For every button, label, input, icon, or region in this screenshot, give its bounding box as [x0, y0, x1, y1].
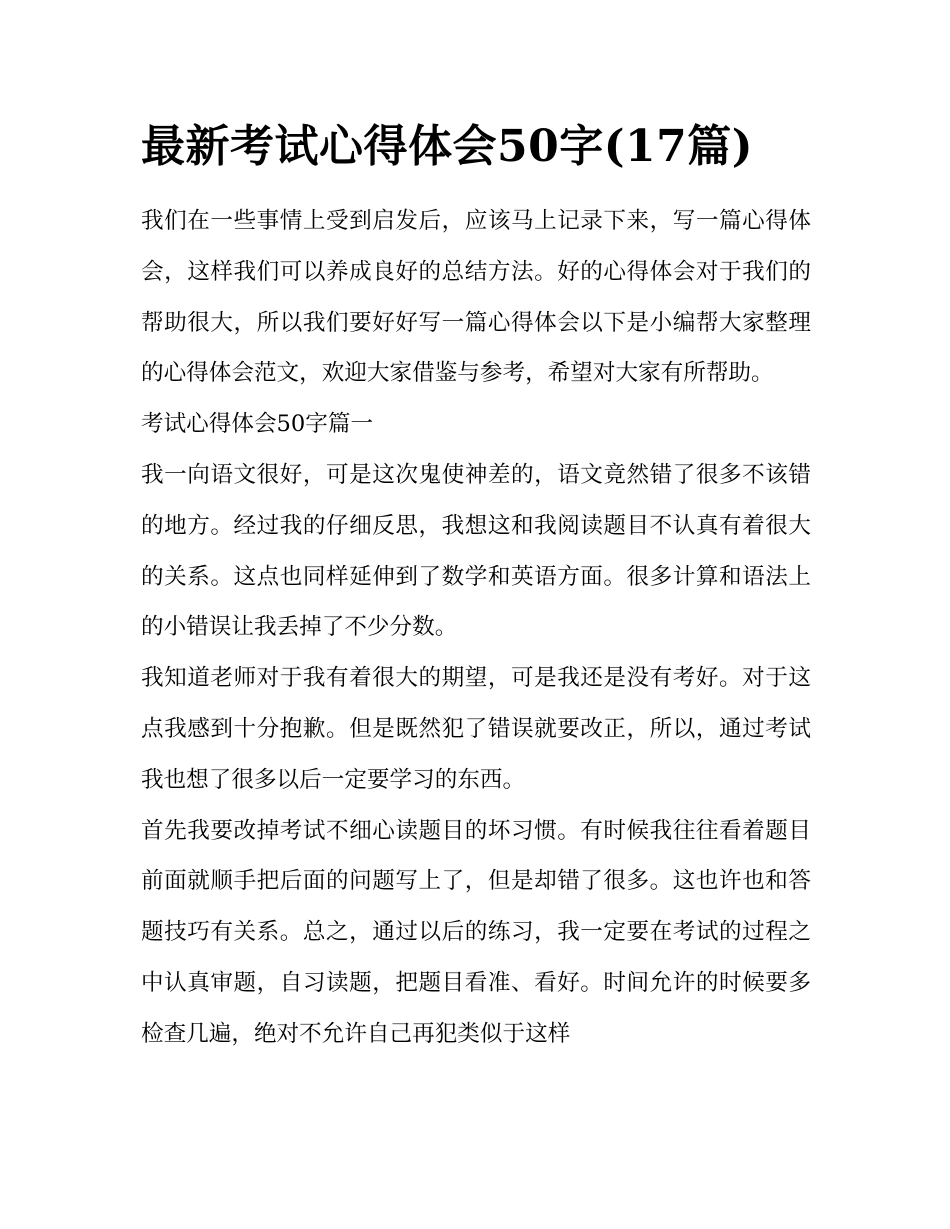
- section-heading: 考试心得体会50字篇一: [141, 411, 374, 438]
- document-content: [141, 112, 811, 1047]
- intro-paragraph: 我们在一些事情上受到启发后，应该马上记录下来，写一篇心得体会，这样我们可以养成良好的总结方法。好的心得体会对于我们的帮助很大，所以我们要好好写一篇心得体会以下是小编帮大家整理的心得体会范文，欢迎大家借鉴与参考，希望对大家有所帮助。: [141, 208, 811, 387]
- document-title: 最新考试心得体会50字(17篇): [141, 121, 754, 172]
- body-paragraph-1: 我一向语文很好，可是这次鬼使神差的，语文竟然错了很多不该错的地方。经过我的仔细反思，我想这和我阅读题目不认真有着很大的关系。这点也同样延伸到了数学和英语方面。很多计算和语法上的小错误让我丢掉了不少分数。: [141, 461, 811, 641]
- body-paragraph-2: 我知道老师对于我有着很大的期望，可是我还是没有考好。对于这点我感到十分抱歉。但是既然犯了错误就要改正，所以，通过考试我也想了很多以后一定要学习的东西。: [141, 665, 811, 793]
- document-body: [141, 196, 811, 1060]
- body-paragraph-3: 首先我要改掉考试不细心读题目的坏习惯。有时候我往往看着题目前面就顺手把后面的问题写上了，但是却错了很多。这也许也和答题技巧有关系。总之，通过以后的练习，我一定要在考试的过程之中认真审题，自习读题，把题目看准、看好。时间允许的时候要多检查几遍，绝对不允许自己再犯类似于这样: [141, 817, 811, 1047]
